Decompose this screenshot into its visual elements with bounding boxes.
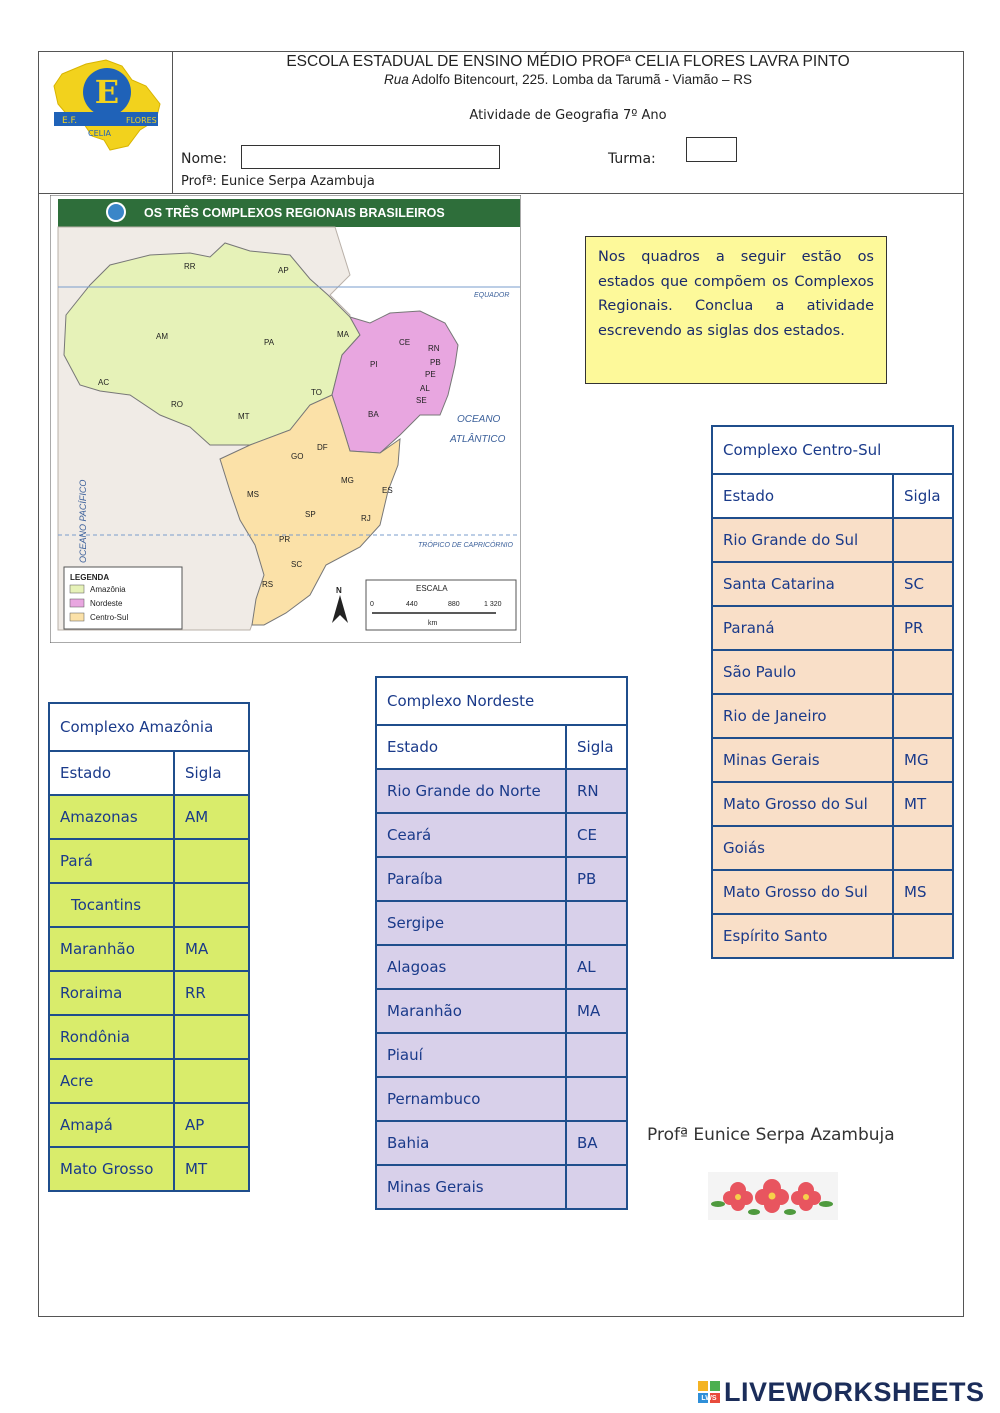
north-label: N	[336, 586, 342, 595]
table-nordeste	[375, 676, 628, 1210]
code-cell[interactable]: CE	[566, 813, 627, 857]
code-cell[interactable]	[174, 883, 249, 927]
code-cell[interactable]: MS	[893, 870, 953, 914]
state-cell: Minas Gerais	[712, 738, 893, 782]
state-cell: Goiás	[712, 826, 893, 870]
table-row	[49, 839, 249, 883]
atlantic-label-2: ATLÂNTICO	[450, 434, 506, 445]
header-divider	[38, 193, 964, 194]
code-cell[interactable]: MA	[174, 927, 249, 971]
state-label-se: SE	[416, 396, 427, 405]
state-cell: Rio Grande do Norte	[376, 769, 566, 813]
state-label-ro: RO	[171, 400, 183, 409]
state-cell: Sergipe	[376, 901, 566, 945]
table-row	[49, 1015, 249, 1059]
code-cell[interactable]	[893, 694, 953, 738]
state-label-df: DF	[317, 443, 328, 452]
code-cell[interactable]: PR	[893, 606, 953, 650]
table-row	[712, 870, 953, 914]
table-row	[49, 927, 249, 971]
state-cell: Tocantins	[49, 883, 174, 927]
logo-ef: E.F.	[62, 116, 78, 126]
code-cell[interactable]	[174, 839, 249, 883]
state-cell: Bahia	[376, 1121, 566, 1165]
state-cell: Rio Grande do Sul	[712, 518, 893, 562]
instruction-note: Nos quadros a seguir estão os estados que compõem os Complexos Regionais. Conclua a atividade escrevendo as siglas dos estados.	[585, 236, 887, 384]
state-cell: Minas Gerais	[376, 1165, 566, 1209]
state-label-al: AL	[420, 384, 430, 393]
scale-title: ESCALA	[416, 584, 448, 593]
state-cell: Paraíba	[376, 857, 566, 901]
table-row	[49, 795, 249, 839]
table-row	[376, 1077, 627, 1121]
code-cell[interactable]: MA	[566, 989, 627, 1033]
school-address	[173, 72, 963, 87]
table-row	[49, 1059, 249, 1103]
state-cell: Amapá	[49, 1103, 174, 1147]
state-label-ma: MA	[337, 330, 349, 339]
state-label-pi: PI	[370, 360, 378, 369]
code-cell[interactable]: MT	[174, 1147, 249, 1191]
brazil-regions-map	[50, 195, 521, 643]
table-row	[376, 1121, 627, 1165]
table-centro-sul	[711, 425, 954, 959]
col-state-header: Estado	[712, 474, 893, 518]
table-row	[712, 606, 953, 650]
state-label-mg: MG	[341, 476, 354, 485]
state-label-rs: RS	[262, 580, 274, 589]
map-title: OS TRÊS COMPLEXOS REGIONAIS BRASILEIROS	[144, 206, 445, 220]
code-cell[interactable]: MT	[893, 782, 953, 826]
liveworksheets-brand[interactable]: LIVEWORKSHEETS	[724, 1377, 985, 1407]
state-cell: Espírito Santo	[712, 914, 893, 958]
code-cell[interactable]: MG	[893, 738, 953, 782]
state-cell: Mato Grosso do Sul	[712, 782, 893, 826]
state-cell: Alagoas	[376, 945, 566, 989]
code-cell[interactable]: PB	[566, 857, 627, 901]
code-cell[interactable]: AM	[174, 795, 249, 839]
code-cell[interactable]	[566, 901, 627, 945]
table-row	[376, 857, 627, 901]
state-label-rn: RN	[428, 344, 440, 353]
table-row	[49, 883, 249, 927]
legend-swatch-centro-sul	[70, 613, 84, 621]
state-cell: Pernambuco	[376, 1077, 566, 1121]
table-row	[712, 562, 953, 606]
liveworksheets-logo-icon	[698, 1381, 720, 1403]
state-cell: Ceará	[376, 813, 566, 857]
table-row	[376, 945, 627, 989]
state-label-es: ES	[382, 486, 393, 495]
table-row	[712, 694, 953, 738]
table-row	[376, 989, 627, 1033]
class-input[interactable]	[686, 137, 737, 162]
scale-tick-440: 440	[406, 601, 418, 608]
state-cell: Amazonas	[49, 795, 174, 839]
table-amazonia-title: Complexo Amazônia	[49, 703, 249, 751]
state-cell: São Paulo	[712, 650, 893, 694]
col-code-header: Sigla	[893, 474, 953, 518]
code-cell[interactable]	[893, 914, 953, 958]
state-cell: Pará	[49, 839, 174, 883]
col-state-header: Estado	[49, 751, 174, 795]
col-code-header: Sigla	[566, 725, 627, 769]
code-cell[interactable]: BA	[566, 1121, 627, 1165]
table-row	[712, 650, 953, 694]
legend-centro-sul: Centro-Sul	[90, 613, 129, 622]
liveworksheets-badge-text: LWS	[701, 1395, 717, 1402]
state-label-pb: PB	[430, 358, 441, 367]
state-cell: Mato Grosso do Sul	[712, 870, 893, 914]
code-cell[interactable]	[566, 1033, 627, 1077]
table-row	[712, 826, 953, 870]
state-label-ms: MS	[247, 490, 259, 499]
col-code-header: Sigla	[174, 751, 249, 795]
state-cell: Rondônia	[49, 1015, 174, 1059]
scale-unit: km	[428, 620, 438, 627]
state-label-ba: BA	[368, 410, 379, 419]
code-cell[interactable]	[174, 1015, 249, 1059]
address-prefix: Rua	[384, 72, 409, 87]
school-name: ESCOLA ESTADUAL DE ENSINO MÉDIO PROFª CELIA FLORES LAVRA PINTO	[286, 53, 850, 70]
atlantic-label-1: OCEANO	[457, 414, 501, 425]
state-label-ac: AC	[98, 378, 110, 387]
legend-swatch-amazonia	[70, 585, 84, 593]
legend-title: LEGENDA	[70, 573, 110, 582]
legend-swatch-nordeste	[70, 599, 84, 607]
state-label-go: GO	[291, 452, 304, 461]
pacific-label: OCEANO PACÍFICO	[78, 479, 88, 563]
state-cell: Acre	[49, 1059, 174, 1103]
code-cell[interactable]: AP	[174, 1103, 249, 1147]
table-row	[376, 769, 627, 813]
state-label-rr: RR	[184, 262, 196, 271]
table-row	[376, 901, 627, 945]
state-cell: Rio de Janeiro	[712, 694, 893, 738]
state-label-mt: MT	[238, 412, 250, 421]
code-cell[interactable]: RN	[566, 769, 627, 813]
teacher-signature: Profª Eunice Serpa Azambuja	[647, 1125, 895, 1145]
table-row	[376, 1033, 627, 1077]
state-label-to: TO	[311, 388, 322, 397]
state-label-pe: PE	[425, 370, 436, 379]
name-input[interactable]	[241, 145, 500, 169]
state-label-pa: PA	[264, 338, 275, 347]
state-cell: Maranhão	[49, 927, 174, 971]
legend-nordeste: Nordeste	[90, 599, 123, 608]
table-row	[712, 782, 953, 826]
scale-tick-880: 880	[448, 601, 460, 608]
globe-icon	[108, 204, 124, 220]
code-cell[interactable]: AL	[566, 945, 627, 989]
code-cell[interactable]	[174, 1059, 249, 1103]
table-centro-sul-title: Complexo Centro-Sul	[712, 426, 953, 474]
table-row	[49, 971, 249, 1015]
table-row	[712, 518, 953, 562]
table-row	[376, 813, 627, 857]
state-cell: Santa Catarina	[712, 562, 893, 606]
school-logo	[48, 56, 166, 152]
logo-letter: E	[94, 73, 120, 111]
name-label: Nome:	[181, 151, 228, 167]
code-cell[interactable]	[566, 1165, 627, 1209]
code-cell[interactable]: RR	[174, 971, 249, 1015]
tropic-label: TRÓPICO DE CAPRICÓRNIO	[418, 542, 513, 549]
state-label-pr: PR	[279, 535, 291, 544]
state-label-ap: AP	[278, 266, 289, 275]
state-cell: Roraima	[49, 971, 174, 1015]
table-row	[712, 914, 953, 958]
code-cell[interactable]	[893, 826, 953, 870]
state-label-ce: CE	[399, 338, 411, 347]
code-cell[interactable]	[893, 650, 953, 694]
state-label-sp: SP	[305, 510, 316, 519]
state-label-am: AM	[156, 332, 168, 341]
code-cell[interactable]: SC	[893, 562, 953, 606]
logo-flores: FLORES	[126, 116, 157, 125]
scale-tick-0: 0	[370, 601, 374, 608]
flowers-decoration-icon	[708, 1172, 838, 1220]
col-state-header: Estado	[376, 725, 566, 769]
table-row	[49, 1147, 249, 1191]
table-row	[49, 1103, 249, 1147]
logo-celia: CELIA	[88, 129, 111, 138]
address-text: Adolfo Bitencourt, 225. Lomba da Tarumã - Viamão – RS	[411, 72, 752, 87]
code-cell[interactable]	[893, 518, 953, 562]
state-cell: Piauí	[376, 1033, 566, 1077]
teacher-line: Profª: Eunice Serpa Azambuja	[181, 174, 375, 189]
table-amazonia	[48, 702, 250, 1192]
code-cell[interactable]	[566, 1077, 627, 1121]
state-label-sc: SC	[291, 560, 303, 569]
table-row	[376, 1165, 627, 1209]
state-cell: Paraná	[712, 606, 893, 650]
table-row	[712, 738, 953, 782]
class-label: Turma:	[608, 151, 656, 167]
state-cell: Mato Grosso	[49, 1147, 174, 1191]
state-cell: Maranhão	[376, 989, 566, 1033]
legend-amazonia: Amazônia	[90, 585, 126, 594]
state-label-rj: RJ	[361, 514, 371, 523]
table-nordeste-title: Complexo Nordeste	[376, 677, 627, 725]
scale-tick-1320: 1 320	[484, 601, 502, 608]
activity-title: Atividade de Geografia 7º Ano	[469, 108, 667, 123]
equator-label: EQUADOR	[474, 292, 510, 299]
